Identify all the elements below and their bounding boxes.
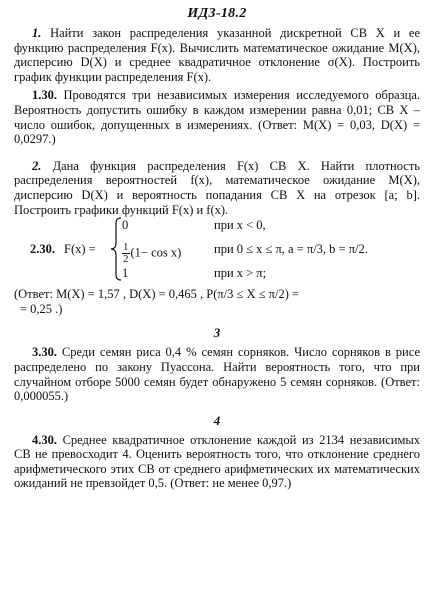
task4-problem: [14, 433, 420, 491]
formula-lhs: F(x) =: [64, 242, 96, 257]
task1-problem: [14, 88, 420, 146]
task3-problem-number: 3.30.: [32, 345, 57, 360]
formula-case-1-condition: при 0 ≤ x ≤ π, a = π/3, b = π/2.: [214, 242, 368, 257]
page-title: ИДЗ-18.2: [187, 6, 247, 21]
task3-problem: [14, 345, 420, 403]
formula-case-2-condition: при x > π;: [214, 266, 267, 281]
left-brace-icon: [110, 217, 122, 281]
formula-case-0-condition: при x < 0,: [214, 218, 266, 233]
fraction: $\frac{1}{2}$: [123, 241, 129, 266]
piecewise-formula: [14, 217, 420, 283]
task4-problem-number: 4.30.: [32, 432, 57, 447]
task2-text: Дана функция распределения F(x) СВ X. Найти плотность распределения вероятностей f(x), математическое ожидание M(X), дисперсию D(X) и вероятность попадания СВ X на отрезок [a; b]. Построить графики функций F(x) и f(x).: [14, 158, 420, 217]
task1-problem-text: Проводятся три независимых измерения исследуемого образца. Вероятность допустить ошибку в каждом измерении равна 0,01; СВ X – число ошибок, допущенных в измерениях. (Ответ: M(X) = 0,03, D(X) = 0,0297.): [14, 88, 420, 147]
task2-number: 2.: [32, 158, 42, 173]
task3-problem-text: Среди семян риса 0,4 % семян сорняков. Число сорняков в рисе распределено по закону Пуассона. Найти вероятность того, что при случайном отборе 5000 семян будет обнаружено 5 семян сорняков. (Ответ: 0,000055.): [14, 345, 420, 404]
formula-case-0-value: 0: [122, 218, 129, 233]
task4-number: 4: [213, 412, 221, 428]
task2-answer-line-2: = 0,25 .): [20, 301, 63, 316]
task1-problem-number: 1.30.: [32, 88, 57, 103]
task2-statement: [14, 159, 420, 217]
task1-text: Найти закон распределения указанной дискретной СВ X и ее функцию распределения F(x). Вычислить математическое ожидание M(X), дисперсию D(X) и среднее квадратичное отклонение σ(X). Построить график функции распределения F(x).: [14, 26, 420, 84]
task1-number: 1.: [32, 26, 42, 40]
formula-case-1-value: $\frac{1}{2}$ (1− cos x): [123, 241, 182, 266]
task2-answer-line-1: (Ответ: M(X) = 1,57 , D(X) = 0,465 , P(π/3 ≤ X ≤ π/2) =: [14, 287, 300, 302]
task2-problem-number: 2.30.: [30, 242, 55, 257]
formula-case-2-value: 1: [122, 266, 129, 281]
task1-statement: [14, 26, 420, 84]
task4-problem-text: Среднее квадратичное отклонение каждой из 2134 независимых СВ не превосходит 4. Оценить вероятность того, что отклонение среднего арифметического этих СВ от среднего арифметических их математических ожиданий не превзойдет 0,5. (Ответ: не менее 0,97.): [14, 432, 420, 491]
task3-number: 3: [213, 325, 221, 341]
